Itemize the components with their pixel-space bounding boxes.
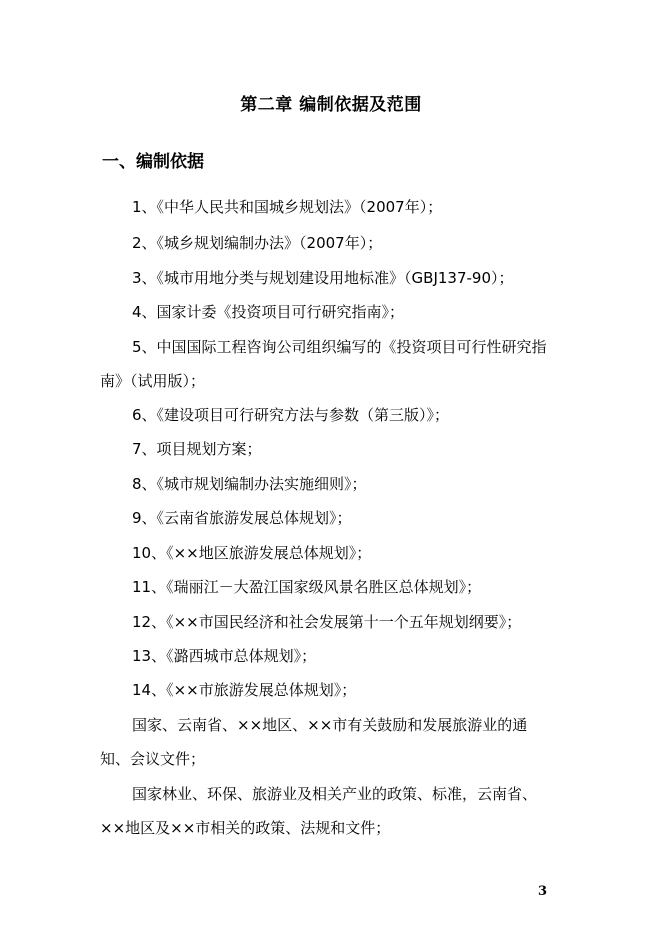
paragraph-line-continuation: ××地区及××市相关的政策、法规和文件； <box>100 819 391 837</box>
paragraph-line: 国家、云南省、××地区、××市有关鼓励和发展旅游业的通 <box>132 716 528 734</box>
list-item: 5、中国国际工程咨询公司组织编写的《投资项目可行性研究指 <box>132 338 547 356</box>
paragraph-line-continuation: 知、会议文件； <box>100 750 206 768</box>
list-item: 12、《××市国民经济和社会发展第十一个五年规划纲要》； <box>132 613 522 631</box>
paragraph-line: 国家林业、环保、旅游业及相关产业的政策、标准，云南省、 <box>132 785 538 803</box>
list-item: 3、《城市用地分类与规划建设用地标准》（GBJ137-90）； <box>132 269 514 287</box>
list-item-continuation: 南》（试用版）； <box>100 372 206 390</box>
list-item: 6、《建设项目可行研究方法与参数（第三版）》； <box>132 406 450 424</box>
list-item: 10、《××地区旅游发展总体规划》； <box>132 544 372 562</box>
list-item: 1、《中华人民共和国城乡规划法》（2007年）； <box>132 198 443 216</box>
list-item: 11、《瑞丽江－大盈江国家级风景名胜区总体规划》； <box>132 578 482 596</box>
list-item: 14、《××市旅游发展总体规划》； <box>132 681 357 699</box>
list-item: 13、《潞西城市总体规划》； <box>132 647 317 665</box>
list-item: 8、《城市规划编制办法实施细则》； <box>132 475 367 493</box>
section-heading: 一、编制依据 <box>102 152 204 172</box>
chapter-title: 第二章 编制依据及范围 <box>240 95 422 115</box>
page-number: 3 <box>538 884 548 899</box>
list-item: 4、国家计委《投资项目可行研究指南》； <box>132 303 405 321</box>
list-item: 7、项目规划方案； <box>132 440 262 458</box>
list-item: 9、《云南省旅游发展总体规划》； <box>132 509 352 527</box>
list-item: 2、《城乡规划编制办法》（2007年）； <box>132 234 383 252</box>
